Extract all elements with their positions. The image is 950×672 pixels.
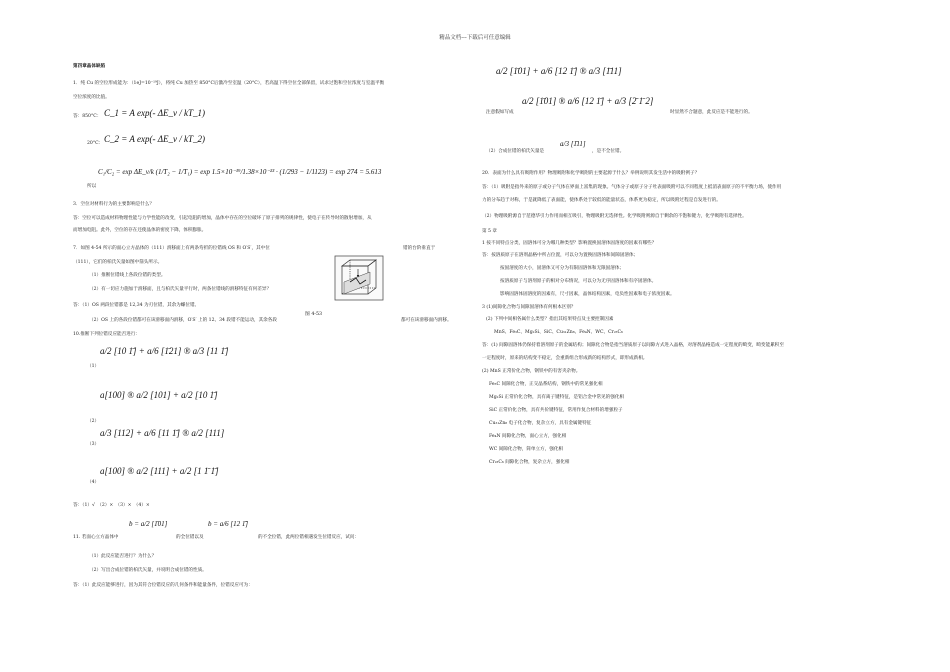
answer-7: 答：（1）OS 两段位错都是 12,34 为刃位错，其余为螺位错。 [73, 303, 200, 308]
question-7-cont: 错的台阶垂直于 [403, 246, 436, 251]
so-label: 所以 [87, 184, 97, 189]
question-5-3: 3 (1)间隙化合物与间隙固溶体有何根本区别？ [482, 305, 576, 310]
answer-7-part2-cont: 都可在该滑移面内滑移。 [401, 318, 452, 323]
list-item: Fe₃C 间隙化合物，正交晶系结构，钢铁中的常见强化相 [489, 382, 603, 387]
burgers-vector-1: b = a/2 [1̄01] [129, 520, 168, 528]
reaction-eq-b-post: 时显然不合题意，此反应是不能进行的。 [670, 110, 753, 115]
question-7-part1: （1）推断位错线上各段位错的类型。 [89, 273, 166, 278]
burgers-vector-2: b = a/6 [12 1̄] [208, 520, 249, 528]
list-item: Mg₂Si 正常价化合物，具有离子键特征，是铝合金中常见的强化相 [489, 395, 625, 400]
equation-2: C_2 = A exp(- ΔE_v / kT_2) [104, 134, 206, 144]
question-5-3-b: (2) 下列中间相各属什么类型？指出其结果特点及主要控制因素 [486, 317, 614, 322]
answer-20-part2: （2）物理吸附源自于范德华引力作用而相互吸引，物理吸附无选择性。化学吸附则源自于剩余的不饱和键力，化学吸附有选择性。 [482, 214, 747, 219]
answer-20-part1: 答：（1）吸附是指外来的原子或分子气体在界面上富集的现象。气体分子或原子分子吐表面吸附可以不同程度上抵消表面原子的不平衡力场，使作用 [482, 185, 782, 190]
chapter-5-title: 第 5 章 [482, 229, 498, 234]
reaction-3: a/3 [112] + a/6 [11 1̄] ® a/2 [111] [100, 428, 225, 438]
list-item: SiC 正常价化合物，具有共价键特征，常用作复合材料的增强粒子 [489, 408, 623, 413]
answer-11: 答：（1）此反应能够进行，因为其符合位错反应的几何条件和能量条件，位错反应可为： [73, 583, 253, 588]
question-7-b: （111），它们的柏氏矢量如图中箭头所示。 [73, 260, 163, 265]
question-1: 1．纯 Cu 的空位形成能为：（1eJ=10⁻¹⁹J），将纯 Cu 加热至 850°C后激冷至室温（20°C），若高温下得空位全部保留，试求过饱和空位浓度与室温平衡 [73, 81, 385, 86]
question-11-part1: （1）此反应能否进行？为什么？ [89, 554, 157, 559]
answer-10: 答：（1）√ （2）× （3）× （4）× [73, 503, 150, 508]
chapter-title: 第四章晶体缺陷 [73, 64, 106, 69]
question-11-part2: （2）写出合成位错的柏氏矢量，并说明合成位错的性质。 [89, 568, 207, 573]
answer-7-part2: （2）OS 上的各段位错都可在该滑移面内滑移，O′S′ 上的 12、34 段错不能运动，其余各段 [89, 318, 277, 323]
question-10: 10.推断下列位错反应能否进行： [73, 332, 141, 337]
list-item: Cr₂₃C₆ 间隙化合物，复杂立方，强化相 [489, 460, 570, 465]
equation-3: C₁/C₂ = exp ΔE_v/k (1/T₂ − 1/T₁) = exp 1.5×10⁻¹⁹/1.38×10⁻²³ · (1/293 − 1/1123) = exp 274 = 5.613 [98, 168, 382, 176]
question-11-end: 的不全位错，此两位错相遇发生位错反应，试问： [258, 535, 360, 540]
answer-5-1: 答：按溶质原子在溶剂晶格中所占位置，可以分为置换固溶体和间隙固溶体； [482, 253, 639, 258]
reaction-2: a[100] ® a/2 [101] + a/2 [10 1̄] [100, 390, 218, 400]
reaction-4: a[100] ® a/2 [111] + a/2 [1 1̄ 1̄] [100, 466, 219, 476]
answer-5-1-c: 按溶质原子与溶剂原子的相对分布情况，可以分为无序固溶体和有序固溶体。 [500, 279, 657, 284]
list-item: WC 间隙化合物，简单立方，强化相 [489, 447, 564, 452]
question-5-3-c: MnS、Fe₃C、Mg₂Si、SiC、Cu₃₁Zn₈、Fe₄N、WC、Cr₂₃C₆ [494, 330, 623, 335]
question-20: 20．表面为什么具有吸附作用？物理吸附和化学吸附的主要起源于什么？举例说明其发生活中的吸附例子？ [482, 171, 700, 176]
answer-5-3-c: (2) MnS 正常价化合物，钢铁中的有害夹杂物。 [482, 369, 581, 374]
question-5-1: 1 按不同特点分类，固溶体可分为哪几种类型？影响置换固溶体固溶度的因素有哪些？ [482, 241, 657, 246]
question-7: 7．如图 4-54 所示的面心立方晶体的（111）滑移面上有两条弯折的位错线 OS 和 O′S′，其中位 [73, 246, 270, 251]
question-7-part2: （2）有一切应力施加于滑移面，且与柏氏矢量平行时，两条位错线的滑移特征有何差异？ [89, 287, 272, 292]
figure-caption: 图 4-53 [305, 312, 323, 317]
question-11-mid: 的全位错以及 [176, 535, 204, 540]
answer-5-1-d: 影响固溶体固溶度的因素有，尺寸因素，晶体结构因素，电负性因素和电子浓度因素。 [500, 292, 675, 297]
list-item: Cu₃₁Zn₈ 电子化合物，复杂立方，具有金属键特征 [489, 421, 592, 426]
list-item: Fe₄N 间隙化合物，面心立方，强化相 [489, 434, 567, 439]
answer-1-label: 答：850°C： [73, 114, 102, 119]
answer-20-part1-cont: 力的分布趋于对称，于是就降低了表面能，使体系处于较低的能量状态，体系更为稳定，所以吸附过程是自发进行的。 [482, 198, 721, 203]
answer-11-part2-pre: （2）合成位错的柏氏矢量是 [486, 149, 545, 154]
answer-5-1-b: 按固溶度的大小，固溶体又可分为有限固溶体和无限固溶体； [500, 266, 625, 271]
answer-11-part2-post: ，是不全位错。 [592, 149, 625, 154]
page-header: 精品文档---下载后可任意编辑 [439, 35, 511, 41]
equation-1: C_1 = A exp(- ΔE_v / kT_1) [104, 108, 206, 118]
question-11: 11. 若面心立方晶体中 [73, 535, 119, 540]
temp-20-label: 20°C： [87, 141, 104, 146]
answer-3-cont: 而增加电阻。此外，空位的存在还使晶体的密度下降，体积膨胀。 [73, 228, 207, 233]
crystal-dislocation-figure [258, 254, 386, 316]
resultant-vector: a/3 [1̄11] [560, 140, 586, 148]
reaction-1: a/2 [10 1̄] + a/6 [1̄21] ® a/3 [11 1̄] [100, 346, 229, 356]
question-3: 3．空位对材料行为的主要影响是什么？ [73, 202, 155, 207]
reaction-eq-b-pre: 注意假如写成 [486, 110, 514, 115]
reaction-1-label: （1） [87, 364, 100, 369]
answer-5-3-b: 一定程度时，原来的结构变不稳定，会重新组合形成新的结构形式，即形成新相。 [482, 356, 648, 361]
answer-3: 答：空位可以造成材料物理性能与力学性能的改变，引起电阻的增加，晶体中存在的空位破坏了原子排列的规律性，使电子在传导时的散射增加，从 [73, 216, 372, 221]
answer-5-3: 答：(1) 间隙固溶体仍保持着溶剂原子的金属结构；间隙化合物是指当溶质原子以间隙方式进入晶格，对溶剂晶格造成一定程度的畸变，畸变能累积至 [482, 343, 784, 348]
reaction-2-label: （2） [87, 419, 100, 424]
reaction-eq-b: a/2 [1̄01] ® a/6 [12 1̄] + a/3 [2̄ 1̄ 2] [522, 96, 654, 106]
reaction-eq-a: a/2 [1̄01] + a/6 [12 1̄] ® a/3 [1̄11] [496, 66, 622, 76]
reaction-3-label: （3） [87, 442, 100, 447]
reaction-4-label: （4） [87, 480, 100, 485]
question-1-cont: 空位浓度的比值。 [73, 95, 110, 100]
